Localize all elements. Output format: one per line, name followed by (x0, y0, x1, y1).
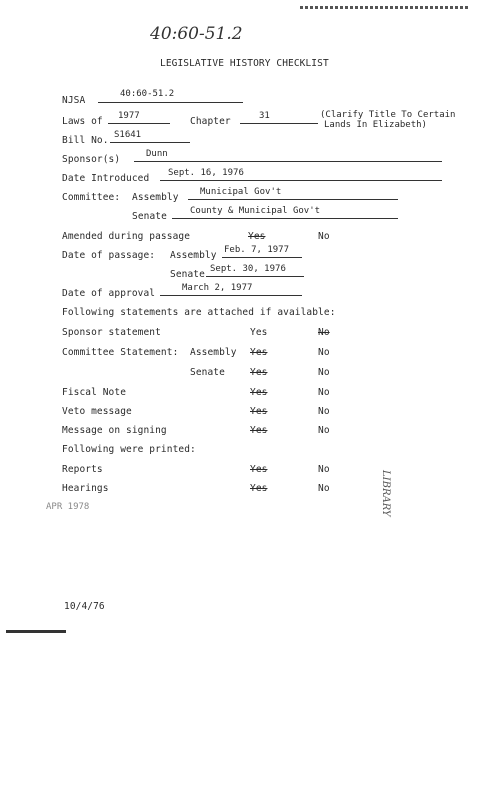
veto-message-no: No (318, 406, 330, 417)
committee-senate-underline (172, 218, 398, 219)
chapter-value: 31 (259, 111, 270, 121)
reports-yes: Yes (250, 464, 268, 475)
committee-statement-senate-no: No (318, 367, 330, 378)
bill-value: S1641 (114, 130, 142, 140)
passage-assembly-value: Feb. 7, 1977 (224, 245, 290, 255)
laws-note-line2: Lands In Elizabeth) (324, 120, 427, 130)
printed-header: Following were printed: (62, 444, 196, 455)
committee-statement-assembly-label: Assembly (190, 347, 237, 358)
passage-senate-underline (206, 276, 304, 277)
committee-assembly-underline (188, 199, 398, 200)
laws-label: Laws of (62, 116, 103, 127)
sponsor-label: Sponsor(s) (62, 154, 121, 165)
fiscal-note-label: Fiscal Note (62, 387, 127, 398)
sponsor-statement-yes: Yes (250, 327, 268, 338)
committee-statement-label: Committee Statement: (62, 347, 179, 358)
reports-label: Reports (62, 464, 103, 475)
veto-message-label: Veto message (62, 406, 132, 417)
handwritten-citation: 40:60-51.2 (150, 24, 243, 44)
committee-label: Committee: (62, 192, 121, 203)
committee-senate-label: Senate (132, 211, 167, 222)
passage-label: Date of passage: (62, 250, 156, 261)
committee-statement-assembly-no: No (318, 347, 330, 358)
signing-message-no: No (318, 425, 330, 436)
bill-underline (110, 142, 190, 143)
date-introduced-underline (160, 180, 442, 181)
date-introduced-value: Sept. 16, 1976 (168, 168, 244, 178)
laws-year-underline (108, 123, 170, 124)
bill-label: Bill No. (62, 135, 109, 146)
fiscal-note-no: No (318, 387, 330, 398)
sponsor-statement-label: Sponsor statement (62, 327, 161, 338)
passage-assembly-label: Assembly (170, 250, 217, 261)
received-stamp: APR 1978 (46, 502, 90, 512)
committee-assembly-value: Municipal Gov't (200, 187, 282, 197)
date-introduced-label: Date Introduced (62, 173, 150, 184)
committee-statement-senate-yes: Yes (250, 367, 268, 378)
side-library-stamp: LIBRARY (380, 470, 391, 517)
chapter-label: Chapter (190, 116, 231, 127)
njsa-label: NJSA (62, 95, 86, 106)
approval-value: March 2, 1977 (182, 283, 253, 293)
laws-year: 1977 (118, 111, 140, 121)
signing-message-label: Message on signing (62, 425, 167, 436)
signing-message-yes: Yes (250, 425, 268, 436)
page-title: LEGISLATIVE HISTORY CHECKLIST (160, 58, 329, 69)
footer-date: 10/4/76 (64, 601, 105, 612)
committee-senate-value: County & Municipal Gov't (190, 206, 321, 216)
committee-statement-senate-label: Senate (190, 367, 225, 378)
fiscal-note-yes: Yes (250, 387, 268, 398)
laws-note-line1: (Clarify Title To Certain (320, 110, 456, 120)
committee-statement-assembly-yes: Yes (250, 347, 268, 358)
passage-senate-value: Sept. 30, 1976 (210, 264, 286, 274)
hearings-yes: Yes (250, 483, 268, 494)
reports-no: No (318, 464, 330, 475)
passage-senate-label: Senate (170, 269, 205, 280)
hearings-label: Hearings (62, 483, 109, 494)
scan-edge-bar (6, 630, 66, 633)
sponsor-value: Dunn (146, 149, 168, 159)
njsa-value: 40:60-51.2 (120, 89, 175, 99)
approval-label: Date of approval (62, 288, 156, 299)
passage-assembly-underline (222, 257, 302, 258)
sponsor-statement-no: No (318, 327, 330, 338)
sponsor-underline (134, 161, 442, 162)
scan-edge-mark (300, 6, 470, 9)
approval-underline (160, 295, 302, 296)
amended-yes: Yes (248, 231, 266, 242)
statements-header: Following statements are attached if available: (62, 307, 336, 318)
hearings-no: No (318, 483, 330, 494)
committee-assembly-label: Assembly (132, 192, 179, 203)
amended-no: No (318, 231, 330, 242)
amended-label: Amended during passage (62, 231, 191, 242)
veto-message-yes: Yes (250, 406, 268, 417)
chapter-underline (240, 123, 318, 124)
njsa-underline (98, 102, 243, 103)
